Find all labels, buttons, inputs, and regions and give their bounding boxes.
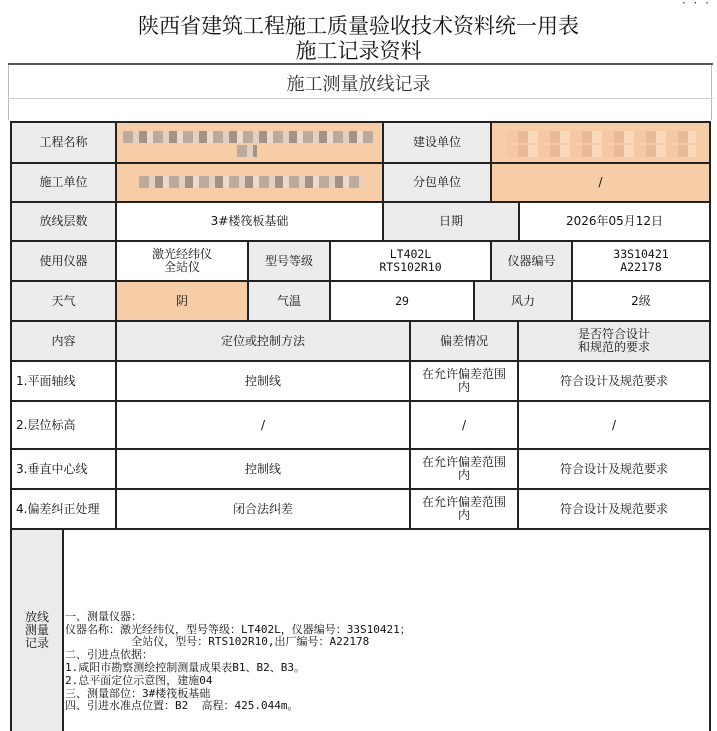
item-deviation[interactable]: 在允许偏差范围内 <box>411 362 517 400</box>
item-method[interactable]: 控制线 <box>117 362 409 400</box>
wind-label: 风力 <box>475 282 571 320</box>
date-label: 日期 <box>384 203 518 240</box>
model-label: 型号等级 <box>249 242 329 280</box>
item-deviation[interactable]: / <box>411 402 517 448</box>
instrument-value[interactable]: 激光经纬仪 全站仪 <box>117 242 247 280</box>
item-conformity[interactable]: / <box>519 402 709 448</box>
temperature-value[interactable]: 29 <box>331 282 473 320</box>
redacted-text <box>123 131 373 143</box>
record-label: 放线测量记录 <box>12 530 62 731</box>
record-line: 三、测量部位：3#楼筏板基础 <box>65 686 211 700</box>
record-title: 施工测量放线记录 <box>286 74 431 95</box>
record-line: 二、引进点依据： <box>65 648 153 662</box>
record-notes <box>65 598 411 726</box>
instrument-label: 使用仪器 <box>12 242 115 280</box>
conformity-header: 是否符合设计 和规范的要求 <box>519 322 709 360</box>
weather-value[interactable]: 阴 <box>117 282 247 320</box>
serial-value[interactable]: 33S10421 A22178 <box>573 242 709 280</box>
builder-label: 建设单位 <box>384 123 490 162</box>
record-title-divider <box>8 98 713 99</box>
record-line: 仪器名称：激光经纬仪，型号等级：LT402L，仪器编号：33S10421； <box>65 622 411 636</box>
item-method[interactable]: 闭合法纠差 <box>117 490 409 528</box>
item-content: 3.垂直中心线 <box>12 450 115 488</box>
subcontract-value[interactable]: / <box>492 164 709 201</box>
record-line: 1.咸阳市勘察测绘控制测量成果表B1、B2、B3。 <box>65 660 305 674</box>
weather-label: 天气 <box>12 282 115 320</box>
item-deviation[interactable]: 在允许偏差范围内 <box>411 490 517 528</box>
project-name-label: 工程名称 <box>12 123 115 162</box>
redacted-text <box>139 176 364 188</box>
builder-value[interactable] <box>492 123 709 162</box>
item-conformity[interactable]: 符合设计及规范要求 <box>519 490 709 528</box>
item-deviation[interactable]: 在允许偏差范围内 <box>411 450 517 488</box>
content-header: 内容 <box>12 322 115 360</box>
record-line: 四、引进水准点位置：B2 高程：425.044m。 <box>65 699 299 713</box>
wind-value[interactable]: 2级 <box>573 282 709 320</box>
redacted-text <box>237 145 257 157</box>
floor-value[interactable]: 3#楼筏板基础 <box>117 203 382 240</box>
item-content: 2.层位标高 <box>12 402 115 448</box>
serial-label: 仪器编号 <box>492 242 571 280</box>
record-line: 一、测量仪器： <box>65 609 142 623</box>
subcontract-label: 分包单位 <box>384 164 490 201</box>
date-value[interactable]: 2026年05月12日 <box>520 203 709 240</box>
item-content: 1.平面轴线 <box>12 362 115 400</box>
title-divider <box>8 63 713 65</box>
window-dots: · · · <box>681 0 711 10</box>
project-name-value[interactable] <box>117 123 382 162</box>
item-conformity[interactable]: 符合设计及规范要求 <box>519 362 709 400</box>
item-content: 4.偏差纠正处理 <box>12 490 115 528</box>
item-method[interactable]: 控制线 <box>117 450 409 488</box>
document-subheading: 施工记录资料 <box>295 39 422 63</box>
item-conformity[interactable]: 符合设计及规范要求 <box>519 450 709 488</box>
temperature-label: 气温 <box>249 282 329 320</box>
document-title: 陕西省建筑工程施工质量验收技术资料统一用表 <box>138 14 579 38</box>
record-line: 全站仪，型号：RTS102R10,出厂编号：A22178 <box>65 635 370 649</box>
model-value[interactable]: LT402L RTS102R10 <box>331 242 490 280</box>
method-header: 定位或控制方法 <box>117 322 409 360</box>
redacted-text <box>506 131 696 143</box>
redacted-text <box>506 145 696 157</box>
contractor-label: 施工单位 <box>12 164 115 201</box>
contractor-value[interactable] <box>117 164 382 201</box>
deviation-header: 偏差情况 <box>411 322 517 360</box>
floor-label: 放线层数 <box>12 203 115 240</box>
item-method[interactable]: / <box>117 402 409 448</box>
record-line: 2.总平面定位示意图，建施04 <box>65 673 213 687</box>
